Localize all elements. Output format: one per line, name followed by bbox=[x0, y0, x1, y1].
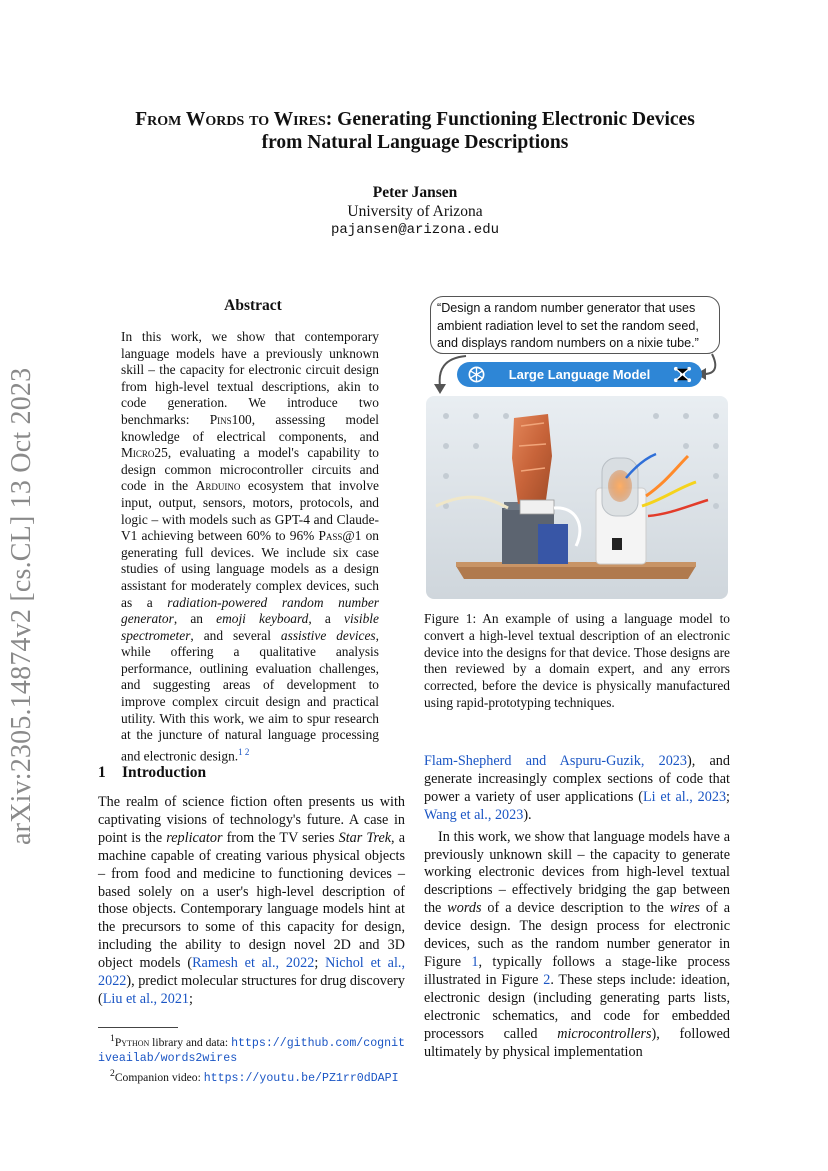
citation-liu[interactable]: Liu et al., 2021 bbox=[102, 990, 190, 1007]
p2-text-a: In this work, we show that language models have a previously unknown skill – the capacity to generate working electronic devices from high-level textual descriptions – effectively bridging the gap between the bbox=[424, 828, 730, 917]
citation-ramesh[interactable]: Ramesh et al., 2022 bbox=[192, 955, 315, 972]
intro-text-2: from the TV series bbox=[222, 829, 339, 846]
footnotes bbox=[98, 1032, 405, 1087]
right-text-1: ), and generate increasingly complex sections of code that power a variety of user applications ( bbox=[424, 753, 730, 805]
footnote-1-link[interactable]: https://github.com/cognitiveailab/words2wires bbox=[98, 1036, 405, 1066]
figure-1-caption: Figure 1: An example of using a language model to convert a high-level textual description of an electronic device into the designs for that device. Those designs are then reviewed by a domain expert, and any errors corrected, before the device is physically manufactured using rapid-prototyping techniques. bbox=[424, 611, 730, 710]
intro-text-3: , a machine capable of creating various physical objects – from food and medicine to functioning devices – based solely on a user's high-level description of those objects. Contemporary language models hint at the precursors to some of this capacity for design, including the ability to design novel 2D and 3D object models ( bbox=[98, 829, 405, 972]
p2-text-b: of a device description to the bbox=[481, 900, 670, 917]
microcontrollers-term: microcontrollers bbox=[557, 1025, 652, 1042]
footnote-2-text: Companion video: bbox=[114, 1070, 204, 1084]
abstract-s9: , while offering a qualitative analysis performance, outlining evaluation challenges, and suggesting areas of development to improve complex circuit design and practical utility. With this work, we aim to spur research at the juncture of natural language processing and electronic design. bbox=[121, 627, 379, 764]
abstract-s2: , assessing model knowledge of electrical components, and bbox=[121, 411, 380, 444]
abstract-s4: ecosystem that involve input, output, sensors, motors, protocols, and logic – with models such as GPT-4 and Claude-V1 achieving between 60% to 96% bbox=[121, 478, 379, 544]
abstract-s3: , evaluating a model's capability to design common microcontroller circuits and code in the bbox=[121, 445, 379, 494]
arduino-term: Arduino bbox=[195, 478, 241, 494]
p2-text-f: ), followed ultimately by physical implementation bbox=[424, 1025, 730, 1060]
section-heading-introduction bbox=[98, 764, 206, 782]
p2-text-e: . These steps include: ideation, electronic design (including generating parts lists, electronic schematics, and code for embedded processors called bbox=[424, 971, 730, 1042]
words-term: words bbox=[447, 900, 482, 917]
figure-1-ref[interactable]: 1 bbox=[471, 953, 479, 970]
device-photo-illustration bbox=[426, 396, 728, 599]
author-email[interactable]: pajansen@arizona.edu bbox=[330, 222, 500, 238]
abstract-text bbox=[121, 329, 379, 765]
citation-wang[interactable]: Wang et al., 2023 bbox=[424, 806, 524, 823]
example-spectrometer: visible spectrometer bbox=[121, 611, 379, 643]
author-block bbox=[100, 183, 730, 240]
intro-paragraph-2 bbox=[424, 829, 730, 1062]
example-emoji-keyboard: emoji keyboard bbox=[216, 611, 309, 627]
citation-flam-shepherd[interactable]: Flam-Shepherd and Aspuru-Guzik, 2023 bbox=[424, 753, 687, 769]
intro-paragraph-1 bbox=[98, 794, 405, 1009]
llm-label-bar bbox=[457, 362, 702, 387]
citation-li[interactable]: Li et al., 2023 bbox=[642, 788, 727, 805]
abstract-heading: Abstract bbox=[224, 297, 282, 314]
wires-term: wires bbox=[669, 900, 700, 917]
footnote-1-mark: 1 bbox=[110, 1033, 115, 1044]
citation-nichol[interactable]: Nichol et al., 2022 bbox=[98, 955, 406, 990]
llm-label-text: Large Language Model bbox=[508, 367, 651, 382]
abstract-s1: In this work, we show that contemporary language models have a previously unknown skill – the capacity for electronic circuit design from high-level textual descriptions, akin to code generation. We introduce two benchmarks: bbox=[121, 329, 379, 427]
footnote-1-text: library and data: bbox=[149, 1035, 232, 1049]
author-affiliation: University of Arizona bbox=[347, 203, 483, 220]
abstract-s6: , an bbox=[173, 611, 217, 627]
paper-title bbox=[100, 108, 730, 154]
intro-text-1: The realm of science fiction often presents us with captivating visions of technology's future. A case in point is the bbox=[98, 794, 405, 846]
p2-text-d: , typically follows a stage-like process illustrated in Figure bbox=[424, 953, 731, 988]
example-rng: radiation-powered random number generator bbox=[121, 594, 379, 627]
title-rest: : Generating Functioning Electronic Devices bbox=[325, 109, 695, 130]
network-graph-icon bbox=[673, 365, 692, 384]
footnote-2-link[interactable]: https://youtu.be/PZ1rr0dDAPI bbox=[203, 1071, 399, 1085]
intro-continued bbox=[424, 753, 730, 1061]
abstract-s7: , a bbox=[308, 611, 345, 627]
footnote-2-mark: 2 bbox=[110, 1068, 115, 1080]
openai-logo-icon bbox=[467, 365, 486, 384]
p2-text-c: of a device design. The design process for electronic devices, such as the random number generator in Figure bbox=[424, 900, 730, 970]
example-assistive-devices: assistive devices bbox=[280, 627, 376, 643]
device-photo bbox=[426, 396, 728, 599]
pass-at-1-term: Pass@1 bbox=[318, 528, 362, 544]
intro-text-6: ; bbox=[189, 990, 193, 1007]
footnote-rule bbox=[98, 1027, 178, 1028]
title-line2: from Natural Language Descriptions bbox=[261, 132, 569, 153]
python-term: Python bbox=[114, 1035, 150, 1049]
footnote-marks[interactable]: 1 2 bbox=[238, 746, 250, 757]
abstract-s5: on generating full devices. We include six case studies of using language models as a design assistant for moderately complex devices, such as a bbox=[121, 528, 379, 610]
right-text-3: ). bbox=[523, 806, 532, 823]
star-trek-term: Star Trek bbox=[338, 829, 392, 846]
section-title: Introduction bbox=[122, 764, 207, 781]
section-number: 1 bbox=[98, 764, 106, 781]
right-text-2: ; bbox=[726, 788, 730, 805]
footnote-2 bbox=[98, 1067, 405, 1086]
benchmark-micro25: Micro25 bbox=[121, 445, 168, 461]
intro-continued-paragraph bbox=[424, 753, 730, 825]
replicator-term: replicator bbox=[166, 829, 223, 846]
title-emphasis: From Words to Wires bbox=[135, 109, 326, 130]
benchmark-pins100: Pins100 bbox=[209, 411, 252, 427]
intro-text-4: ; bbox=[314, 955, 326, 972]
figure-2-ref[interactable]: 2 bbox=[543, 971, 551, 988]
intro-text-5: ), predict molecular structures for drug discovery ( bbox=[98, 973, 405, 1007]
author-name: Peter Jansen bbox=[372, 184, 458, 201]
footnote-1 bbox=[98, 1032, 405, 1067]
abstract-s8: , and several bbox=[190, 627, 281, 643]
arxiv-identifier: arXiv:2305.14874v2 [cs.CL] 13 Oct 2023 bbox=[6, 367, 37, 845]
figure-prompt-bubble: “Design a random number generator that uses ambient radiation level to set the random seed, and displays random numbers on a nixie tube.” bbox=[430, 296, 720, 354]
